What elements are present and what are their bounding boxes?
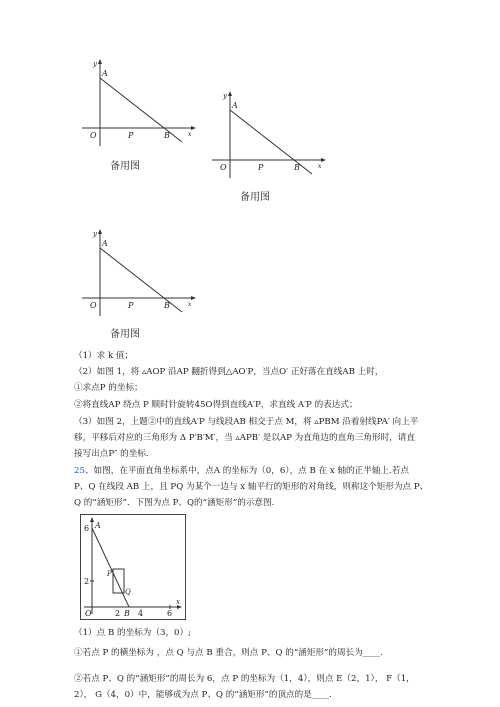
fig4-x-axis-label: x <box>176 598 180 606</box>
fig4-x2-label: 2 <box>115 609 121 618</box>
q25-line1-text: 、如图，在平面直角坐标系中，点A 的坐标为（0，6），点 B 在 x 轴的正半轴上.若点 <box>84 466 409 476</box>
fig3-p-label: P <box>128 301 134 310</box>
q25-part1-2-line2: 2）， G（4，0）中，能够成为点 P、Q 的“涵矩形”的顶点的是____. <box>74 690 332 700</box>
fig4-o-label: O <box>85 609 92 618</box>
fig4-x6-label: 6 <box>167 609 173 618</box>
fig1-x-label: x <box>188 131 192 138</box>
figure-3 <box>80 226 200 322</box>
q24-part3-line2: 移，平移后对应的三角形为 Δ P′B′M′，当 ▵APB′ 是以AP 为直角边的直角三角形时，请直 <box>74 433 415 443</box>
fig2-caption: 备用图 <box>240 192 270 203</box>
fig3-o-label: O <box>90 301 97 310</box>
fig4-q-label: Q <box>125 588 131 596</box>
fig1-b-label: B <box>164 131 170 140</box>
fig2-y-label: y <box>223 92 227 100</box>
q24-part3-line3: 接写出点P″ 的坐标. <box>74 449 149 459</box>
fig1-caption: 备用图 <box>110 161 140 172</box>
fig3-b-label: B <box>164 301 170 310</box>
q24-part2-2: ②将直线AP 绕点 P 顺时针旋转45O得到直线A′P，求直线 A′P 的表达式； <box>74 400 358 410</box>
figure-4 <box>80 514 186 620</box>
fig1-a-label: A <box>102 69 108 78</box>
fig4-four-label: 4 <box>138 609 144 618</box>
fig3-y-label: y <box>93 230 97 238</box>
fig1-o-label: O <box>90 131 97 140</box>
fig2-o-label: O <box>220 163 227 172</box>
figure-1 <box>80 56 200 152</box>
q25-line1 <box>74 465 409 477</box>
fig1-p-label: P <box>128 131 134 140</box>
figure-2 <box>210 88 330 184</box>
fig4-a-label: A <box>95 521 101 530</box>
fig2-a-label: A <box>232 101 238 110</box>
fig4-b-label: B <box>124 609 130 618</box>
fig3-caption: 备用图 <box>110 329 140 340</box>
fig4-six-label: 6 <box>84 524 90 533</box>
q25-part1: （1）点 B 的坐标为（3，0）; <box>74 628 192 638</box>
q24-part1: （1）求 k 值； <box>74 351 134 361</box>
fig4-two-label: 2 <box>84 577 90 586</box>
fig2-x-label: x <box>318 163 322 170</box>
fig4-p-label: P <box>107 570 112 578</box>
fig3-a-label: A <box>102 239 108 248</box>
fig2-b-label: B <box>294 163 300 172</box>
fig2-p-label: P <box>258 163 264 172</box>
q24-part2-1: ①求点P 的坐标； <box>74 383 143 393</box>
fig3-x-label: x <box>188 301 192 308</box>
q25-line3: Q 的“涵矩形”．下图为点 P、Q的“涵矩形”的示意图. <box>74 498 275 508</box>
q25-number: 25 <box>74 466 85 476</box>
q25-line2: P、Q 在线段 AB 上，且 PQ 为某个一边与 x 轴平行的矩形的对角线，则称这个矩形为点 P、 <box>74 482 429 492</box>
fig1-y-label: y <box>93 60 97 68</box>
q25-part1-2-line1: ②若点 P、Q 的“涵矩形”的周长为 6，点 P 的坐标为（1，4），则点 E（2，1）， F（1， <box>74 674 415 684</box>
q24-part3-line1: （3）如图 2，上题②中的直线A′P 与线段AB 相交于点 M，将 ▵PBM 沿着射线PA′ 向上平 <box>74 417 419 427</box>
q25-part1-1: ①若点 P 的横坐标为 ，点 Q 与点 B 重合，则点 P、Q 的“涵矩形”的周长为____. <box>74 648 383 658</box>
q24-part2: （2）如图 1，将 ▵AOP 沿AP 翻折得到△AO′P，当点O′ 正好落在直线AB 上时， <box>74 367 384 377</box>
